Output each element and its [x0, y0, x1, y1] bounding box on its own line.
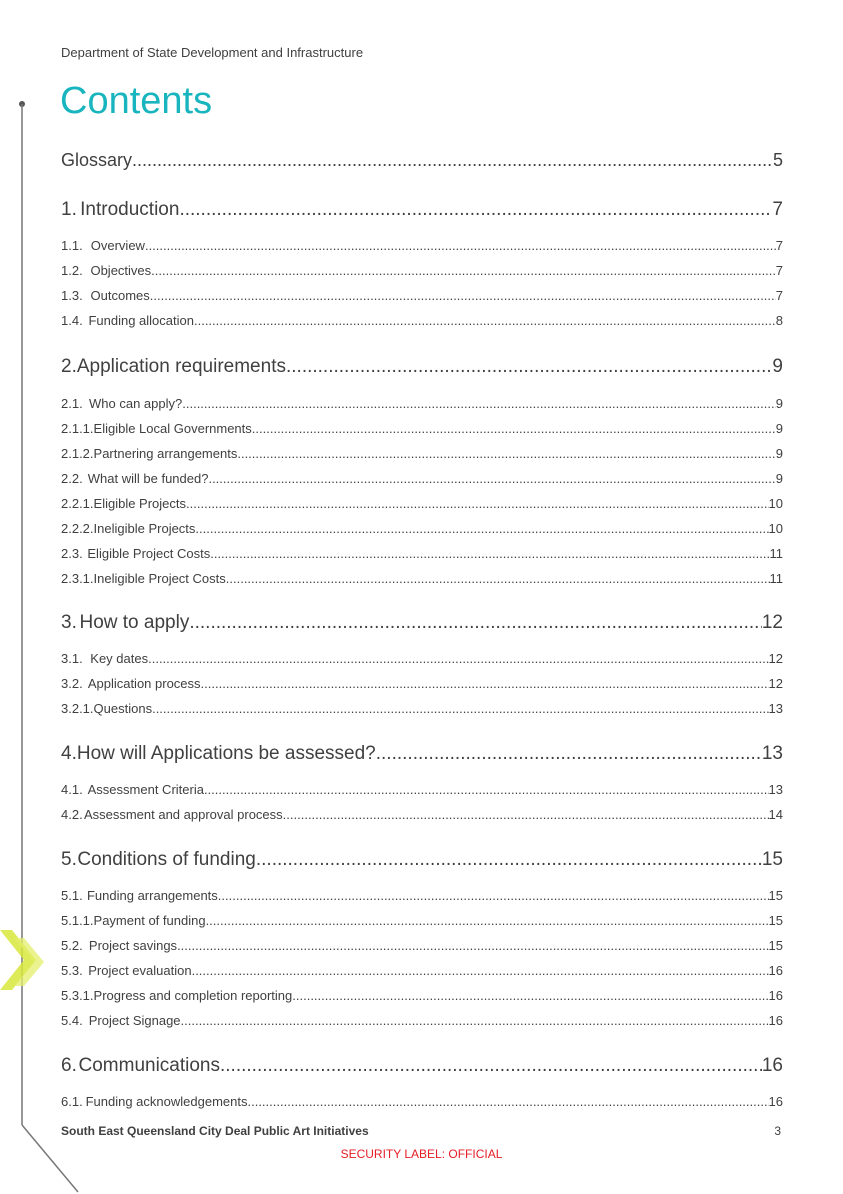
toc-entry-page: 16	[768, 988, 783, 1003]
toc-entry-page: 11	[769, 571, 783, 586]
toc-leader-dots	[292, 988, 768, 1003]
toc-entry-page: 9	[772, 356, 783, 377]
toc-leader-dots	[148, 651, 768, 666]
toc-entry-title: Eligible Projects	[93, 496, 187, 511]
toc-leader-dots	[152, 701, 768, 716]
toc-entry[interactable]	[61, 782, 783, 797]
toc-entry-title: Key dates	[90, 651, 149, 666]
toc-entry-title: Funding arrangements	[86, 888, 218, 903]
toc-entry-title: Who can apply?	[89, 396, 183, 411]
toc-leader-dots	[220, 1055, 762, 1077]
toc-leader-dots	[195, 521, 768, 536]
table-of-contents	[61, 0, 783, 1194]
toc-entry-number: 4.	[61, 743, 77, 764]
toc-entry-number: 2.3.1.	[61, 571, 94, 586]
toc-entry-title: Project Signage	[88, 1013, 181, 1028]
page-header: Department of State Development and Infrastructure	[61, 45, 364, 60]
toc-entry-number: 2.	[61, 356, 77, 377]
toc-entry[interactable]	[61, 701, 783, 716]
toc-entry-page: 10	[768, 521, 783, 536]
toc-entry-page: 11	[769, 546, 783, 561]
toc-entry-number: 1.	[61, 199, 77, 220]
toc-entry[interactable]	[61, 913, 783, 928]
toc-entry[interactable]	[61, 521, 783, 536]
footer-page-number: 3	[774, 1124, 781, 1138]
toc-entry-title: Questions	[93, 701, 153, 716]
toc-entry-number: 5.3.	[61, 963, 83, 978]
toc-entry[interactable]	[61, 938, 783, 953]
toc-entry-page: 13	[768, 782, 783, 797]
toc-entry-number: 6.1.	[61, 1094, 83, 1109]
toc-entry-title: Progress and completion reporting	[93, 988, 293, 1003]
toc-entry-number: 5.1.1.	[61, 913, 94, 928]
toc-leader-dots	[283, 807, 769, 822]
toc-entry-title: Project evaluation	[88, 963, 192, 978]
toc-leader-dots	[210, 546, 769, 561]
toc-entry-number: 3.	[61, 612, 77, 633]
toc-leader-dots	[132, 150, 773, 171]
toc-entry-title: How will Applications be assessed?	[76, 743, 376, 764]
toc-leader-dots	[252, 421, 776, 436]
toc-entry-title: Eligible Project Costs	[87, 546, 211, 561]
toc-leader-dots	[256, 849, 762, 871]
toc-leader-dots	[218, 888, 769, 903]
toc-entry-number: 2.1.2.	[61, 446, 94, 461]
toc-entry-number: 5.	[61, 849, 77, 870]
toc-entry-number: 4.2.	[61, 807, 83, 822]
toc-entry[interactable]	[61, 651, 783, 666]
toc-entry[interactable]	[61, 288, 783, 303]
toc-entry-number: 5.4.	[61, 1013, 83, 1028]
toc-entry[interactable]	[61, 963, 783, 978]
toc-entry-title: Application requirements	[76, 356, 286, 377]
toc-entry-number: 3.2.	[61, 676, 83, 691]
toc-entry-title: Outcomes	[90, 288, 150, 303]
toc-entry[interactable]	[61, 421, 783, 436]
toc-entry-number: 2.2.1.	[61, 496, 94, 511]
toc-entry-number: 2.1.	[61, 396, 83, 411]
toc-entry-page: 12	[761, 612, 783, 633]
toc-entry-page: 7	[775, 288, 783, 303]
toc-entry-page: 9	[775, 421, 783, 436]
toc-entry-number: 2.1.1.	[61, 421, 94, 436]
toc-entry[interactable]	[61, 888, 783, 903]
toc-leader-dots	[376, 743, 762, 765]
toc-entry-number: 1.4.	[61, 313, 83, 328]
toc-entry-page: 8	[775, 313, 783, 328]
toc-leader-dots	[186, 496, 769, 511]
footer-title: South East Queensland City Deal Public Art Initiatives	[61, 1124, 369, 1138]
toc-entry-number: 3.2.1.	[61, 701, 94, 716]
toc-entry[interactable]	[61, 807, 783, 822]
toc-entry-title: How to apply	[79, 612, 190, 633]
toc-leader-dots	[150, 288, 776, 303]
toc-leader-dots	[189, 612, 762, 634]
toc-leader-dots	[151, 263, 776, 278]
toc-entry-title: Payment of funding	[93, 913, 206, 928]
toc-entry-page: 14	[768, 807, 783, 822]
toc-entry[interactable]	[61, 313, 783, 328]
toc-entry-number: 1.1.	[61, 238, 83, 253]
toc-leader-dots	[237, 446, 775, 461]
toc-entry-number: 1.3.	[61, 288, 83, 303]
toc-entry-number: 4.1.	[61, 782, 83, 797]
toc-entry-number: 2.2.	[61, 471, 83, 486]
toc-entry-page: 15	[768, 938, 783, 953]
toc-entry-page: 12	[768, 676, 783, 691]
toc-entry[interactable]	[61, 1013, 783, 1028]
toc-entry-page: 7	[775, 238, 783, 253]
toc-entry-number: 5.1.	[61, 888, 83, 903]
toc-entry-page: 13	[761, 743, 783, 764]
toc-entry-title: Assessment and approval process	[83, 807, 283, 822]
toc-entry[interactable]	[61, 496, 783, 511]
toc-entry[interactable]	[61, 150, 783, 171]
toc-entry[interactable]	[61, 1094, 783, 1109]
toc-entry-title: Glossary	[61, 150, 133, 170]
toc-leader-dots	[181, 1013, 769, 1028]
toc-entry[interactable]	[61, 1055, 783, 1077]
toc-entry[interactable]	[61, 263, 783, 278]
toc-leader-dots	[177, 938, 768, 953]
toc-leader-dots	[208, 471, 775, 486]
toc-entry-title: Ineligible Project Costs	[93, 571, 226, 586]
toc-entry-page: 9	[775, 471, 783, 486]
toc-entry[interactable]	[61, 356, 783, 378]
toc-entry-number: 2.3.	[61, 546, 83, 561]
toc-entry-title: Communications	[78, 1055, 220, 1076]
toc-entry-number: 3.1.	[61, 651, 83, 666]
toc-entry-number: 5.3.1.	[61, 988, 94, 1003]
toc-entry-title: Partnering arrangements	[93, 446, 238, 461]
toc-entry-page: 15	[768, 913, 783, 928]
toc-entry[interactable]	[61, 743, 783, 765]
toc-entry-page: 7	[772, 199, 783, 220]
toc-leader-dots	[192, 963, 769, 978]
toc-entry-page: 15	[768, 888, 783, 903]
toc-entry[interactable]	[61, 396, 783, 411]
toc-entry-title: Overview	[90, 238, 145, 253]
toc-entry-title: Conditions of funding	[77, 849, 256, 870]
toc-leader-dots	[179, 199, 772, 221]
toc-leader-dots	[204, 782, 769, 797]
toc-entry-page: 16	[761, 1055, 783, 1076]
toc-leader-dots	[182, 396, 776, 411]
toc-entry-page: 16	[768, 963, 783, 978]
toc-entry-page: 16	[768, 1094, 783, 1109]
toc-leader-dots	[286, 356, 772, 378]
toc-entry-title: Objectives	[90, 263, 152, 278]
toc-leader-dots	[201, 676, 769, 691]
toc-entry[interactable]	[61, 849, 783, 871]
toc-entry-page: 7	[775, 263, 783, 278]
toc-leader-dots	[226, 571, 770, 586]
toc-entry-number: 1.2.	[61, 263, 83, 278]
toc-entry-number: 6.	[61, 1055, 77, 1076]
toc-entry-title: What will be funded?	[87, 471, 209, 486]
toc-entry[interactable]	[61, 446, 783, 461]
toc-entry-title: Eligible Local Governments	[93, 421, 252, 436]
toc-entry[interactable]	[61, 238, 783, 253]
toc-leader-dots	[247, 1094, 768, 1109]
toc-entry-title: Introduction	[80, 199, 180, 220]
toc-entry[interactable]	[61, 546, 783, 561]
toc-entry-page: 9	[775, 446, 783, 461]
toc-entry[interactable]	[61, 571, 783, 586]
toc-entry[interactable]	[61, 612, 783, 634]
toc-entry-number: 2.2.2.	[61, 521, 94, 536]
toc-entry-page: 10	[768, 496, 783, 511]
toc-entry-page: 5	[772, 150, 783, 170]
toc-leader-dots	[206, 913, 769, 928]
toc-entry-title: Application process	[87, 676, 201, 691]
toc-leader-dots	[145, 238, 776, 253]
security-label: SECURITY LABEL: OFFICIAL	[340, 1147, 503, 1161]
toc-entry[interactable]	[61, 988, 783, 1003]
toc-entry-page: 9	[775, 396, 783, 411]
toc-entry-page: 13	[768, 701, 783, 716]
toc-entry-title: Funding acknowledgements	[85, 1094, 248, 1109]
toc-entry-title: Funding allocation	[88, 313, 194, 328]
toc-entry-page: 16	[768, 1013, 783, 1028]
page-title: Contents	[60, 80, 213, 122]
toc-entry-page: 15	[761, 849, 783, 870]
toc-entry-title: Assessment Criteria	[87, 782, 204, 797]
toc-entry[interactable]	[61, 199, 783, 221]
toc-entry-title: Project savings	[88, 938, 178, 953]
toc-leader-dots	[194, 313, 776, 328]
toc-entry-number: 5.2.	[61, 938, 83, 953]
toc-entry[interactable]	[61, 471, 783, 486]
toc-entry-title: Ineligible Projects	[93, 521, 196, 536]
toc-entry[interactable]	[61, 676, 783, 691]
toc-entry-page: 12	[768, 651, 783, 666]
